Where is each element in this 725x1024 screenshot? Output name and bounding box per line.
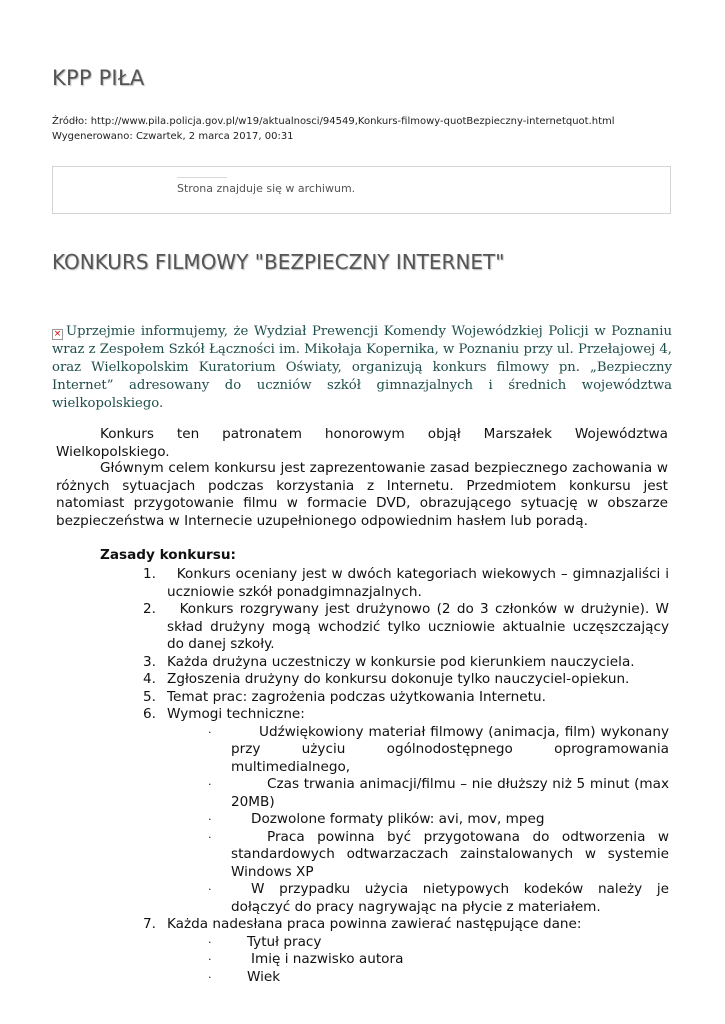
required-field: Tytuł pracy bbox=[247, 933, 322, 950]
list-number: 5. bbox=[143, 688, 156, 705]
list-number: 4. bbox=[143, 671, 156, 687]
list-item bbox=[0, 689, 669, 707]
list-item bbox=[0, 601, 674, 654]
bullet: · bbox=[208, 883, 212, 896]
list-number: 1. bbox=[143, 566, 156, 582]
broken-image-icon: × bbox=[53, 329, 62, 339]
rule-text: Wymogi techniczne: bbox=[167, 706, 305, 722]
list-item bbox=[0, 706, 669, 724]
requirement-text: Udźwiękowiony materiał filmowy (animacja, film) wykonany przy użyciu ogólnodostępnego oprogramowania multimedialnego, bbox=[231, 723, 669, 775]
list-item bbox=[0, 724, 669, 777]
bullet: · bbox=[208, 778, 212, 791]
list-item bbox=[0, 934, 669, 952]
requirement-text: Praca powinna być przygotowana do odtworzenia w standardowych odtwarzaczach zainstalowanych w systemie Windows XP bbox=[231, 828, 669, 880]
list-item bbox=[0, 811, 669, 829]
rule-text: Każda nadesłana praca powinna zawierać następujące dane: bbox=[167, 916, 582, 932]
requirement-text: Czas trwania animacji/filmu – nie dłuższy niż 5 minut (max 20MB) bbox=[231, 776, 669, 810]
bullet: · bbox=[208, 935, 212, 949]
requirement-text: W przypadku użycia nietypowych kodeków należy je dołączyć do pracy nagrywając na płycie z materiałem. bbox=[231, 881, 669, 915]
list-number: 7. bbox=[143, 916, 156, 932]
rule-text: Konkurs oceniany jest w dwóch kategoriach wiekowych – gimnazjaliści i uczniowie szkół ponadgimnazjalnych. bbox=[167, 566, 674, 600]
list-number: 3. bbox=[143, 653, 156, 670]
goal-paragraph: Głównym celem konkursu jest zaprezentowanie zasad bezpiecznego zachowania w różnych sytuacjach podczas korzystania z Internetu. Przedmiotem konkursu jest natomiast przygotowanie filmu w formacie DVD, obrazującego sytuację w obszarze bezpieczeństwa w Internecie uzupełnionego odpowiednim hasłem lub poradą. bbox=[56, 460, 668, 529]
source-url: Źródło: http://www.pila.policja.gov.pl/w19/aktualnosci/94549,Konkurs-filmowy-quotBezpieczny-internetquot.html bbox=[52, 116, 615, 127]
list-item bbox=[0, 671, 669, 689]
rule-text: Konkurs rozgrywany jest drużynowo (2 do 3 członków w drużynie). W skład drużyny mogą wchodzić tylko uczniowie aktualnie uczęszczający do danej szkoły. bbox=[167, 601, 674, 652]
bullet: · bbox=[208, 970, 212, 984]
divider bbox=[177, 177, 227, 178]
archive-notice: Strona znajduje się w archiwum. bbox=[177, 182, 356, 195]
intro-paragraph bbox=[52, 323, 672, 413]
rules-heading: Zasady konkursu: bbox=[100, 547, 236, 563]
bullet: · bbox=[208, 813, 212, 826]
rule-text: Temat prac: zagrożenia podczas użytkowania Internetu. bbox=[167, 688, 546, 705]
list-item bbox=[0, 829, 669, 882]
article-title: KONKURS FILMOWY "BEZPIECZNY INTERNET" bbox=[52, 250, 505, 274]
list-item bbox=[0, 654, 669, 672]
document-meta bbox=[52, 114, 692, 144]
required-field: Imię i nazwisko autora bbox=[251, 951, 404, 967]
rules-list bbox=[0, 566, 725, 986]
bullet: · bbox=[208, 830, 212, 844]
list-number: 2. bbox=[143, 601, 156, 617]
required-field: Wiek bbox=[247, 968, 281, 985]
list-number: 6. bbox=[143, 706, 156, 722]
generated-date: Wygenerowano: Czwartek, 2 marca 2017, 00:31 bbox=[52, 131, 294, 142]
requirement-text: Dozwolone formaty plików: avi, mov, mpeg bbox=[251, 811, 545, 827]
list-item bbox=[0, 776, 669, 811]
rule-text: Każda drużyna uczestniczy w konkursie pod kierunkiem nauczyciela. bbox=[167, 653, 635, 670]
patronage-paragraph: Konkurs ten patronatem honorowym objął Marszałek Województwa Wielkopolskiego. bbox=[56, 426, 668, 460]
list-item bbox=[0, 951, 669, 969]
bullet: · bbox=[208, 953, 212, 966]
list-item bbox=[0, 969, 669, 987]
archive-notice-box bbox=[52, 166, 671, 214]
list-item bbox=[0, 881, 669, 916]
list-item bbox=[0, 566, 674, 601]
intro-text: Uprzejmie informujemy, że Wydział Prewencji Komendy Wojewódzkiej Policji w Poznaniu wraz z Zespołem Szkół Łączności im. Mikołaja Kopernika, w Poznaniu przy ul. Przełajowej 4, oraz Wielkopolskim Kuratorium Oświaty, organizują konkurs filmowy pn. „Bezpieczny Internet” adresowany do uczniów szkół gimnazjalnych i średnich województwa wielkopolskiego. bbox=[52, 324, 672, 411]
bullet: · bbox=[208, 725, 212, 739]
rule-text: Zgłoszenia drużyny do konkursu dokonuje tylko nauczyciel-opiekun. bbox=[167, 671, 630, 687]
site-title: KPP PIŁA bbox=[52, 66, 145, 90]
list-item bbox=[0, 916, 669, 934]
